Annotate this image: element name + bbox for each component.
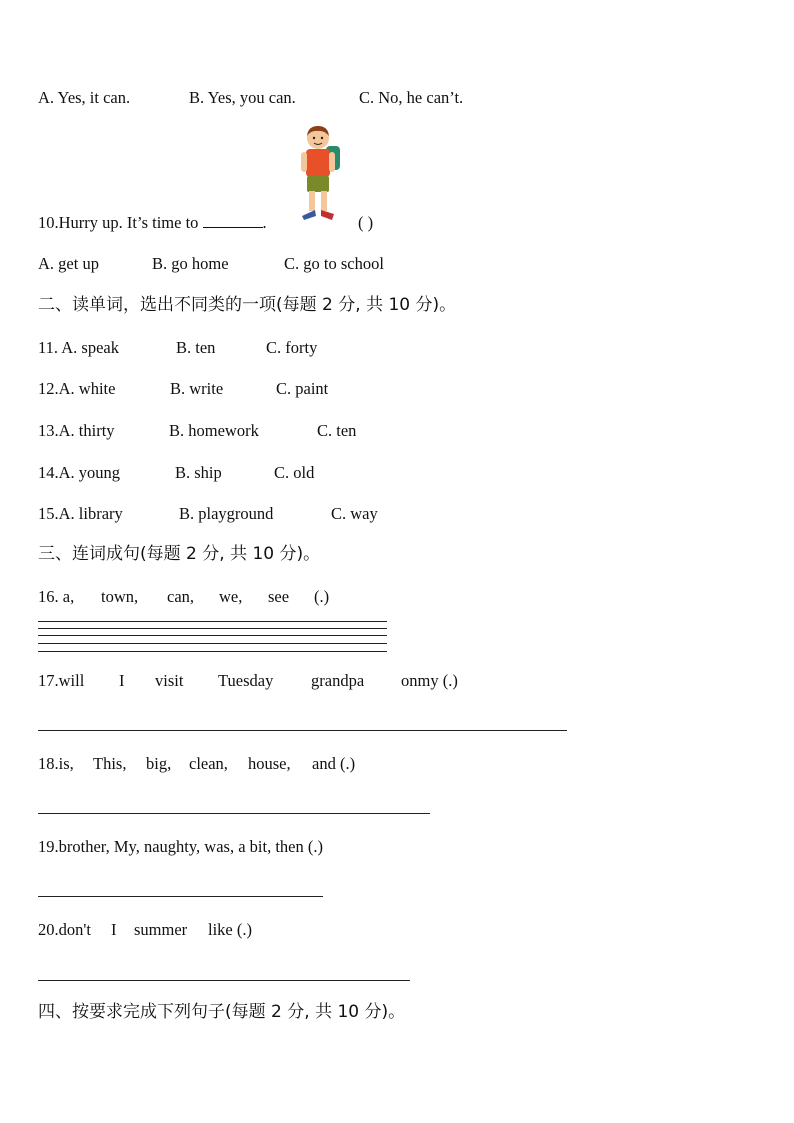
q15-option-a: 15.A. library	[38, 504, 123, 523]
q15-option-b: B. playground	[179, 504, 274, 523]
q10-prefix: 10.Hurry up. It’s time to	[38, 213, 199, 232]
q10-option-c: C. go to school	[284, 254, 384, 273]
q14-option-b: B. ship	[175, 463, 222, 482]
q10-suffix: .	[262, 213, 267, 232]
q17-word: grandpa	[311, 671, 365, 690]
q19-words: 19.brother, My, naughty, was, a bit, then (.)	[38, 837, 323, 856]
q13-option-a: 13.A. thirty	[38, 421, 115, 440]
q10-option-b: B. go home	[152, 254, 229, 273]
q20-word: 20.don't	[38, 920, 91, 939]
q12-option-a: 12.A. white	[38, 379, 116, 398]
q10-question	[38, 213, 267, 233]
q17-word: 17.will	[38, 671, 85, 690]
q14-option-a: 14.A. young	[38, 463, 121, 482]
q9-option-a: A. Yes, it can.	[38, 88, 131, 107]
q10-option-a: A. get up	[38, 254, 99, 273]
q16-word: 16. a,	[38, 587, 75, 606]
q16-answer-line[interactable]	[38, 643, 387, 644]
q18-word: This,	[93, 754, 127, 773]
q18-word: 18.is,	[38, 754, 74, 773]
q12-option-b: B. write	[170, 379, 224, 398]
q18-word: clean,	[189, 754, 228, 773]
section-3-heading: 三、连词成句(每题 2 分, 共 10 分)。	[38, 544, 321, 564]
q18-word: big,	[146, 754, 172, 773]
q17-word: I	[119, 671, 125, 690]
q20-answer-line[interactable]	[38, 980, 410, 981]
q16-answer-line[interactable]	[38, 635, 387, 636]
q16-answer-line[interactable]	[38, 628, 387, 629]
q17-word: onmy (.)	[401, 671, 458, 690]
q15-option-c: C. way	[331, 504, 378, 523]
q16-word: we,	[219, 587, 243, 606]
q20-word: like (.)	[208, 920, 252, 939]
q14-option-c: C. old	[274, 463, 315, 482]
q12-option-c: C. paint	[276, 379, 329, 398]
q19-answer-line[interactable]	[38, 896, 323, 897]
q9-option-b: B. Yes, you can.	[189, 88, 296, 107]
q20-word: summer	[134, 920, 188, 939]
section-4-heading: 四、按要求完成下列句子(每题 2 分, 共 10 分)。	[38, 1002, 406, 1022]
boy-with-backpack-illustration	[296, 124, 348, 224]
q11-option-b: B. ten	[176, 338, 216, 357]
q16-word: (.)	[314, 587, 330, 606]
q18-word: house,	[248, 754, 291, 773]
q17-word: visit	[155, 671, 184, 690]
q17-answer-line[interactable]	[38, 730, 567, 731]
q10-answer-blank[interactable]	[203, 213, 263, 228]
q16-answer-line[interactable]	[38, 651, 387, 652]
q11-option-c: C. forty	[266, 338, 318, 357]
q16-answer-line[interactable]	[38, 621, 387, 622]
q13-option-c: C. ten	[317, 421, 357, 440]
section-2-heading: 二、读单词，选出不同类的一项(每题 2 分, 共 10 分)。	[38, 295, 457, 315]
q11-option-a: 11. A. speak	[38, 338, 119, 357]
q17-word: Tuesday	[218, 671, 274, 690]
q9-option-c: C. No, he can’t.	[359, 88, 464, 107]
q10-answer-paren[interactable]: ( )	[358, 213, 374, 232]
q16-word: can,	[167, 587, 195, 606]
q18-word: and (.)	[312, 754, 356, 773]
q16-word: see	[268, 587, 290, 606]
q16-word: town,	[101, 587, 139, 606]
q20-word: I	[111, 920, 117, 939]
q18-answer-line[interactable]	[38, 813, 430, 814]
q13-option-b: B. homework	[169, 421, 259, 440]
